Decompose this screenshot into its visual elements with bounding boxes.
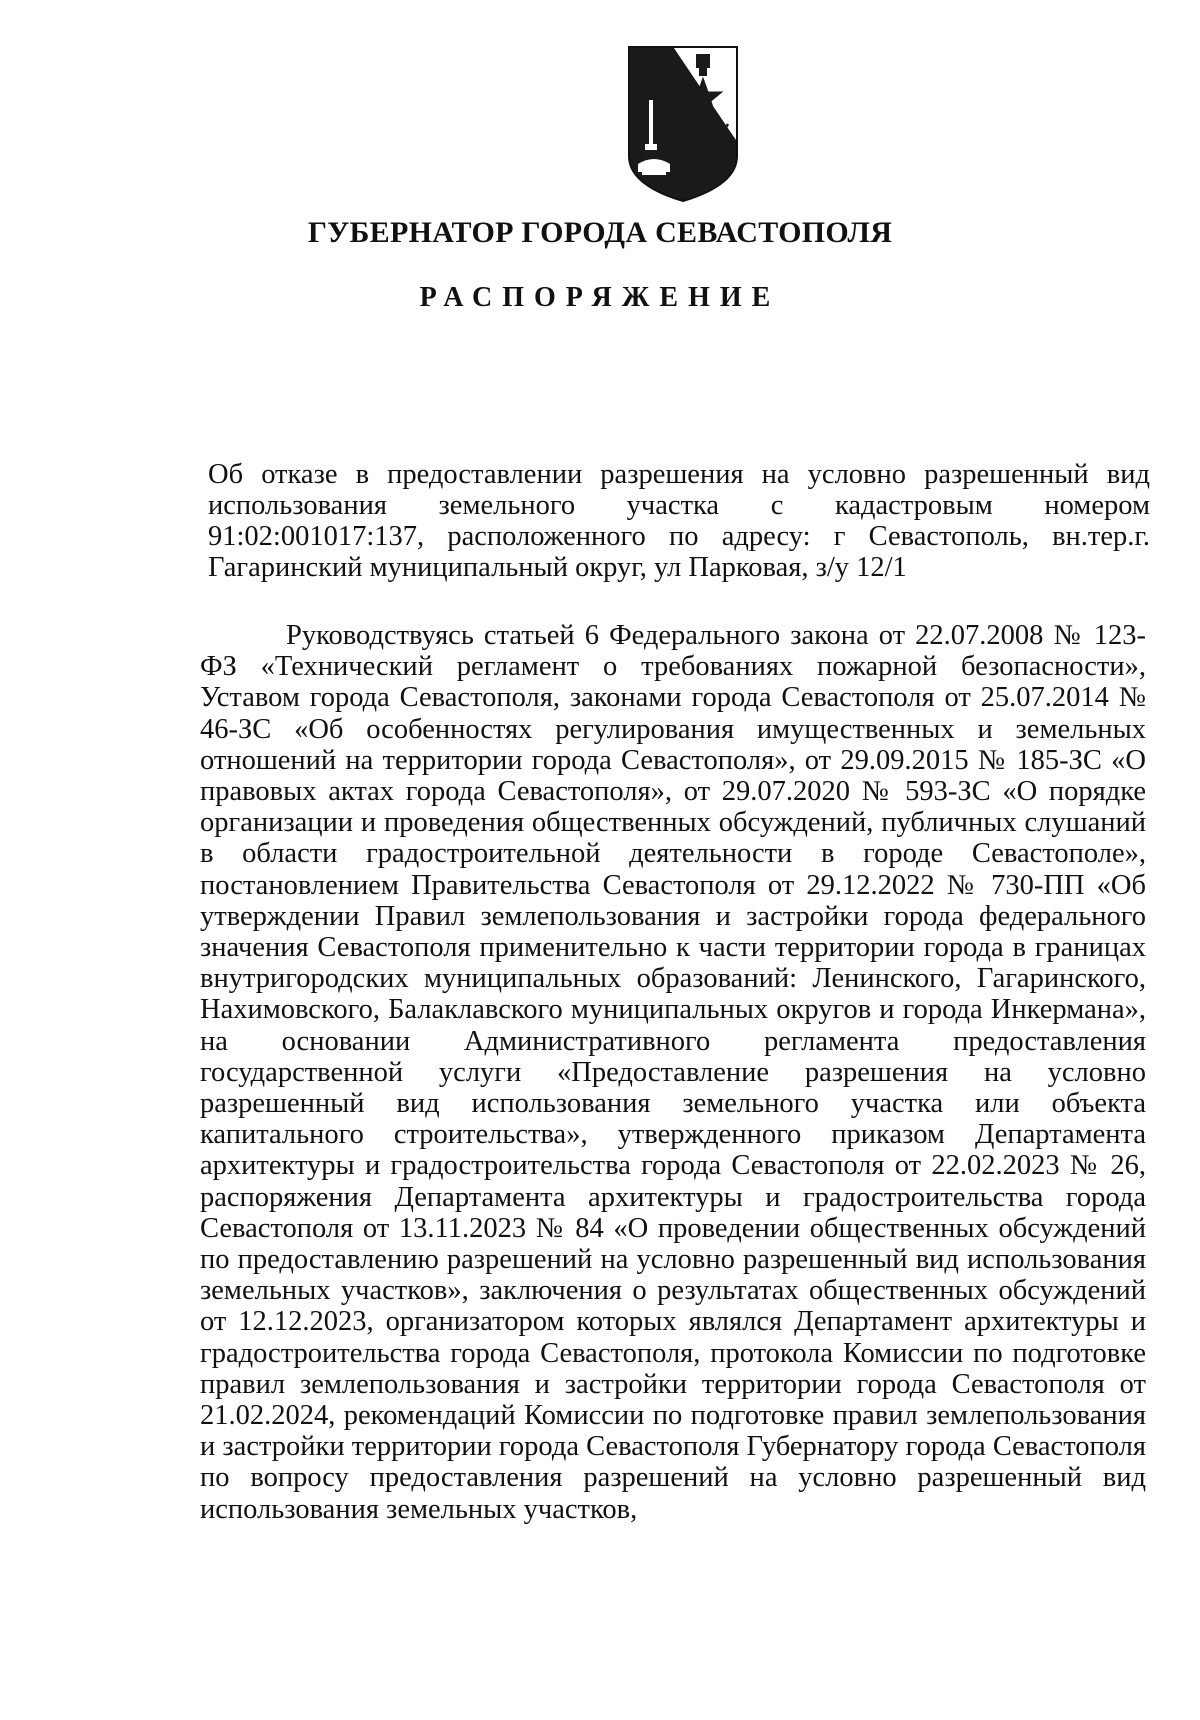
document-type-title: РАСПОРЯЖЕНИЕ bbox=[419, 282, 781, 313]
document-body-paragraph: Руководствуясь статьей 6 Федерального закона от 22.07.2008 № 123-ФЗ «Технический регламент о требованиях пожарной безопасности», Уставом города Севастополя, законами города Севастополя от 25.07.2014 № 46-ЗС «Об особенностях регулирования имущественных и земельных отношений на территории города Севастополя», от 29.09.2015 № 185-ЗС «О правовых актах города Севастополя», от 29.07.2020 № 593-ЗС «О порядке организации и проведения общественных обсуждений, публичных слушаний в области градостроительной деятельности в городе Севастополе», постановлением Правительства Севастополя от 29.12.2022 № 730-ПП «Об утверждении Правил землепользования и застройки города федерального значения Севастополя применительно к части территории города в границах внутригородских муниципальных образований: Ленинского, Гагаринского, Нахимовского, Балаклавского муниципальных округов и города Инкермана», на основании Административного регламента предоставления государственной услуги «Предоставление разрешения на условно разрешенный вид использования земельного участка или объекта капитального строительства», утвержденного приказом Департамента архитектуры и градостроительства города Севастополя от 22.02.2023 № 26, распоряжения Департамента архитектуры и градостроительства города Севастополя от 13.11.2023 № 84 «О проведении общественных обсуждений по предоставлению разрешений на условно разрешенный вид использования земельных участков», заключения о результатах общественных обсуждений от 12.12.2023, организатором которых являлся Департамент архитектуры и градостроительства города Севастополя, протокола Комиссии по подготовке правил землепользования и застройки территории города Севастополя от 21.02.2024, рекомендаций Комиссии по подготовке правил землепользования и застройки территории города Севастополя Губернатору города Севастополя по вопросу предоставления разрешений на условно разрешенный вид использования земельных участков, bbox=[200, 620, 1146, 1525]
sevastopol-coat-of-arms-icon bbox=[624, 44, 742, 202]
org-title: ГУБЕРНАТОР ГОРОДА СЕВАСТОПОЛЯ bbox=[307, 216, 893, 249]
document-subject: Об отказе в предоставлении разрешения на условно разрешенный вид использования земельного участка с кадастровым номером 91:02:001017:137, расположенного по адресу: г Севастополь, вн.тер.г. Гагаринский муниципальный округ, ул Парковая, з/у 12/1 bbox=[208, 459, 1150, 583]
